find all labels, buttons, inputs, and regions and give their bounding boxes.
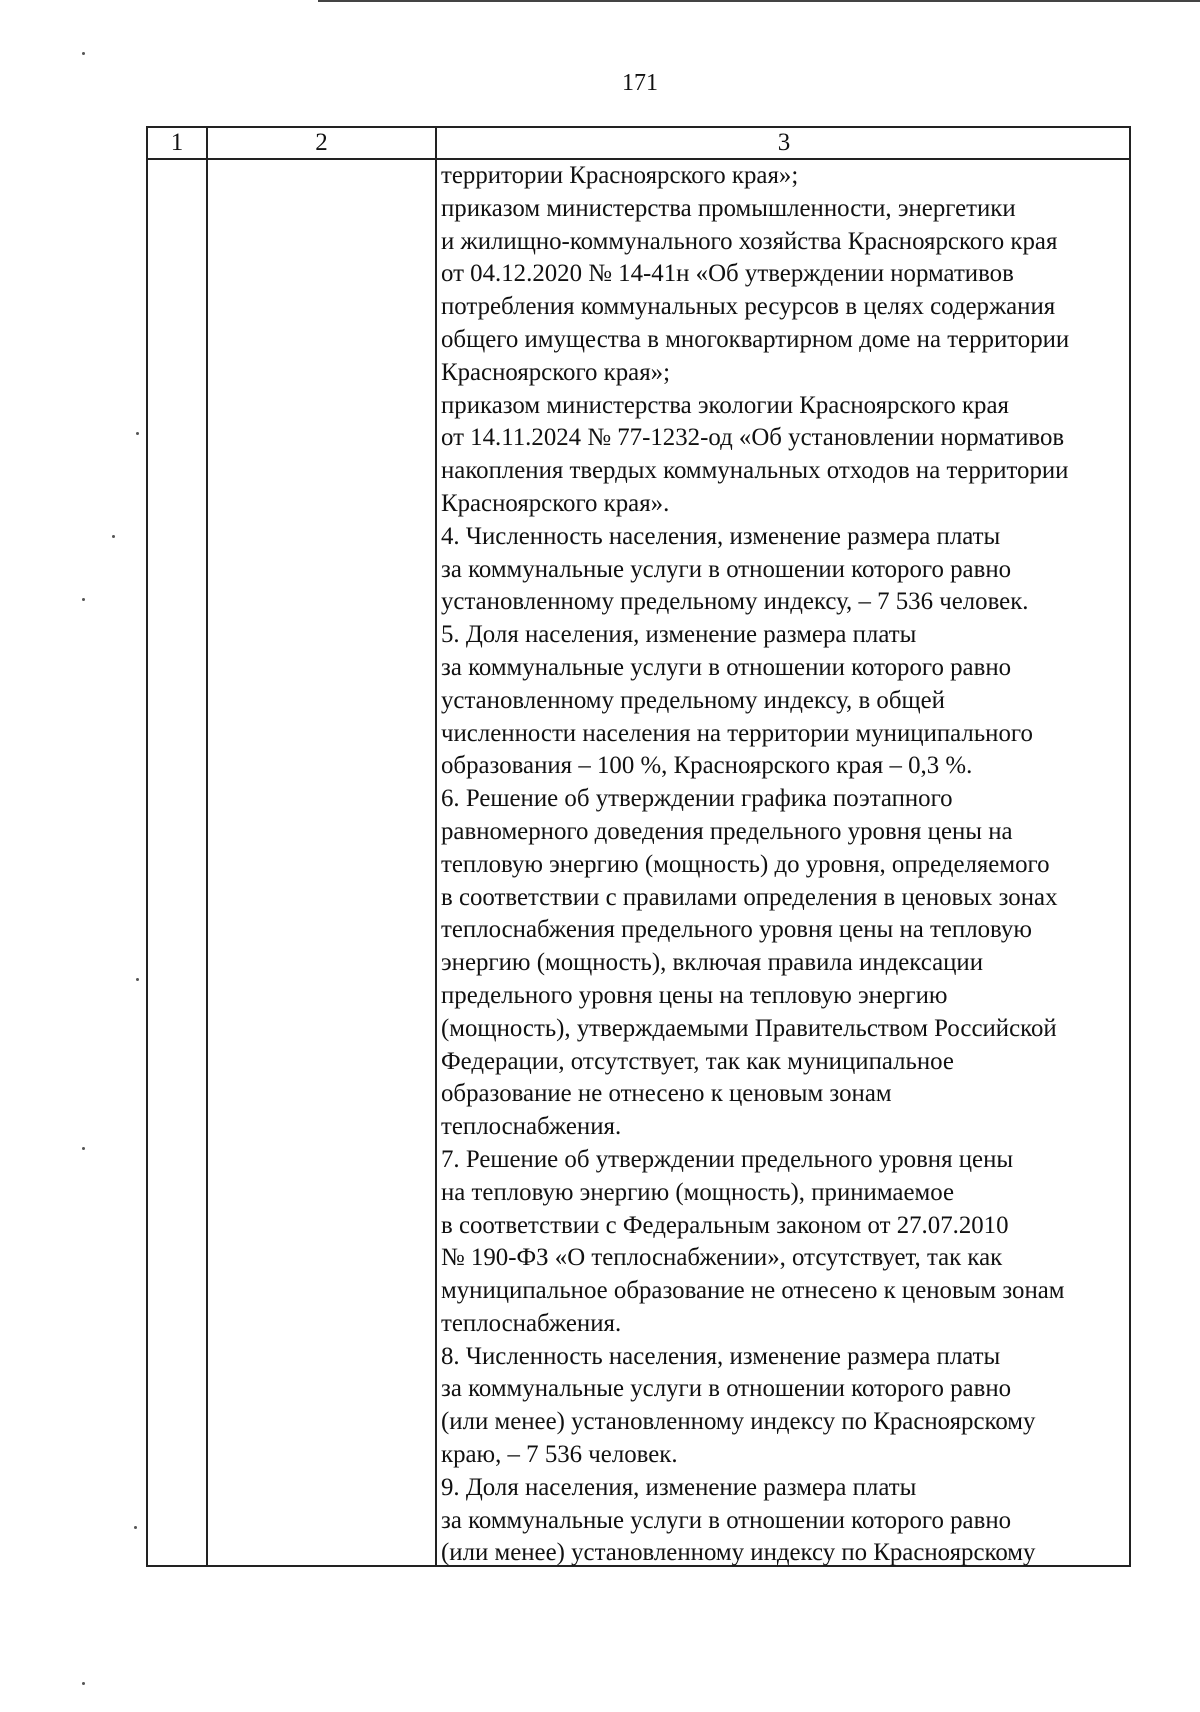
text-line: численности населения на территории муниципального — [441, 719, 1033, 747]
text-line: 4. Численность населения, изменение размера платы — [441, 522, 1001, 550]
text-line: 5. Доля населения, изменение размера платы — [441, 621, 917, 649]
scan-speck — [82, 598, 85, 601]
scan-speck — [112, 535, 115, 538]
text-line: тепловую энергию (мощность) до уровня, определяемого — [441, 850, 1050, 878]
text-line: 9. Доля населения, изменение размера платы — [441, 1473, 917, 1501]
text-line: установленному предельному индексу, в общей — [441, 686, 945, 714]
page-number: 171 — [622, 70, 658, 96]
text-line: равномерного доведения предельного уровня цены на — [441, 817, 1013, 845]
text-line: образования – 100 %, Красноярского края – 0,3 %. — [441, 752, 973, 780]
text-line: накопления твердых коммунальных отходов на территории — [441, 457, 1069, 485]
text-line: теплоснабжения предельного уровня цены на тепловую — [441, 916, 1032, 944]
text-line: от 04.12.2020 № 14-41н «Об утверждении нормативов — [441, 260, 1014, 288]
scan-speck — [82, 1682, 85, 1685]
text-line: в соответствии с правилами определения в ценовых зонах — [441, 883, 1058, 911]
scan-speck — [82, 1147, 85, 1150]
text-line: от 14.11.2024 № 77-1232-од «Об установлении нормативов — [441, 424, 1065, 452]
text-line: общего имущества в многоквартирном доме на территории — [441, 325, 1070, 353]
text-line: за коммунальные услуги в отношении которого равно — [441, 1506, 1012, 1534]
column-divider — [435, 128, 437, 1565]
scan-speck — [134, 1526, 137, 1529]
text-line: 6. Решение об утверждении графика поэтапного — [441, 785, 953, 813]
text-line: в соответствии с Федеральным законом от 27.07.2010 — [441, 1211, 1009, 1239]
text-line: энергию (мощность), включая правила индексации — [441, 949, 984, 977]
column-header-3: 3 — [777, 129, 791, 156]
text-line: Красноярского края»; — [441, 358, 670, 386]
text-line: и жилищно-коммунального хозяйства Красноярского края — [441, 227, 1058, 255]
text-line: образование не отнесено к ценовым зонам — [441, 1080, 892, 1108]
document-table — [146, 126, 1131, 1567]
text-line: территории Красноярского края»; — [441, 162, 799, 189]
top-border-rule — [318, 0, 1200, 2]
text-line: краю, – 7 536 человек. — [441, 1441, 678, 1469]
text-line: (или менее) установленному индексу по Красноярскому — [441, 1539, 1036, 1567]
text-line: за коммунальные услуги в отношении которого равно — [441, 555, 1012, 583]
text-line: предельного уровня цены на тепловую энергию — [441, 981, 948, 1009]
text-line: приказом министерства экологии Красноярского края — [441, 391, 1009, 419]
column-3-text — [441, 160, 1131, 1570]
text-line: установленному предельному индексу, – 7 536 человек. — [441, 588, 1029, 616]
text-line: за коммунальные услуги в отношении которого равно — [441, 653, 1012, 681]
text-line: Красноярского края». — [441, 489, 670, 517]
text-line: (мощность), утверждаемыми Правительством Российской — [441, 1014, 1057, 1042]
scan-speck — [82, 52, 85, 55]
text-line: 8. Численность населения, изменение размера платы — [441, 1342, 1001, 1370]
text-line: потребления коммунальных ресурсов в целях содержания — [441, 293, 1056, 321]
text-line: на тепловую энергию (мощность), принимаемое — [441, 1178, 954, 1206]
text-line: за коммунальные услуги в отношении которого равно — [441, 1375, 1012, 1403]
text-line: (или менее) установленному индексу по Красноярскому — [441, 1408, 1036, 1436]
text-line: теплоснабжения. — [441, 1309, 622, 1337]
column-divider — [206, 128, 208, 1565]
text-line: 7. Решение об утверждении предельного уровня цены — [441, 1145, 1014, 1173]
text-line: приказом министерства промышленности, энергетики — [441, 194, 1016, 222]
text-line: муниципальное образование не отнесено к ценовым зонам — [441, 1277, 1065, 1305]
text-line: № 190-ФЗ «О теплоснабжении», отсутствует, так как — [441, 1244, 1003, 1272]
column-header-2: 2 — [315, 129, 328, 156]
column-header-1: 1 — [170, 129, 184, 156]
text-line: Федерации, отсутствует, так как муниципальное — [441, 1047, 954, 1075]
scan-speck — [136, 978, 139, 981]
text-line: теплоснабжения. — [441, 1113, 622, 1141]
scan-speck — [136, 432, 139, 435]
